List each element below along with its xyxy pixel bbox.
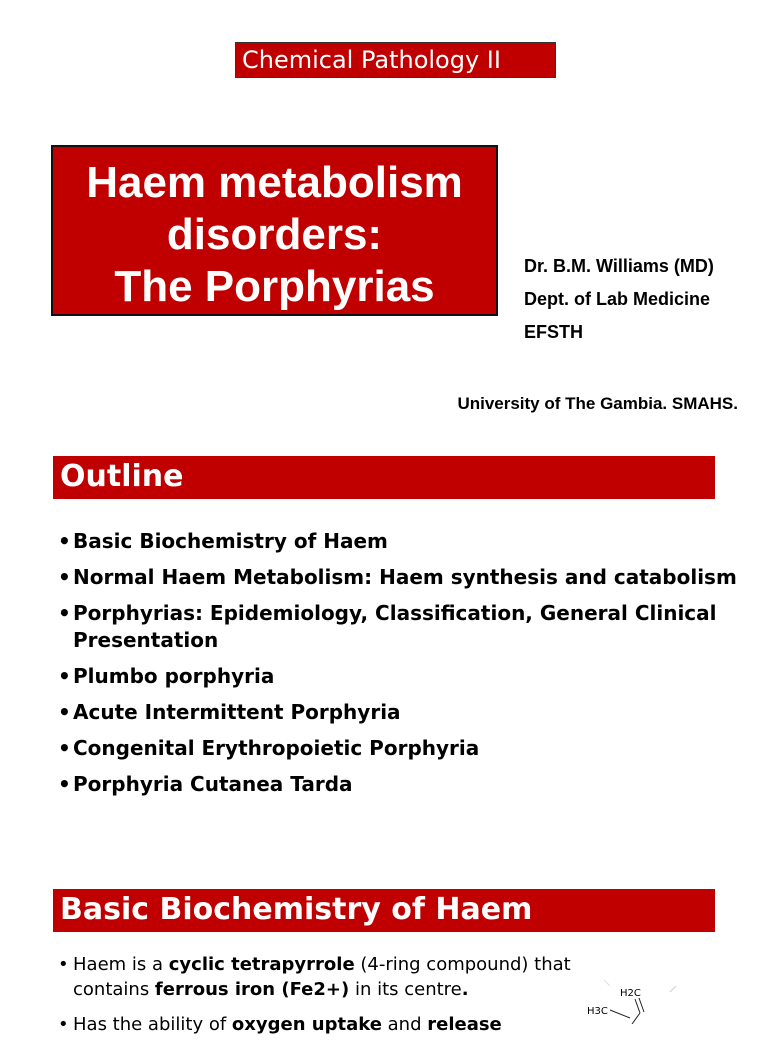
basic-biochemistry-heading: Basic Biochemistry of Haem [53, 889, 715, 932]
outline-item: • Acute Intermittent Porphyria [58, 699, 738, 726]
university-label: University of The Gambia. SMAHS. [457, 394, 738, 413]
text-run: (4-ring compound) that contains [73, 954, 571, 1000]
author-institution: EFSTH [524, 322, 584, 342]
author-name: Dr. B.M. Williams (MD) [524, 256, 714, 276]
basic-item-oxygen [58, 1012, 578, 1037]
haem-structure-image [580, 980, 700, 1024]
outline-item: • Plumbo porphyria [58, 663, 738, 690]
author-block [524, 250, 714, 349]
outline-item: • Porphyrias: Epidemiology, Classification, General Clinical Presentation [58, 600, 738, 654]
title-line-2: disorders: [166, 210, 383, 259]
author-dept: Dept. of Lab Medicine [524, 289, 711, 309]
text-run: Has the ability of [73, 1014, 232, 1035]
text-run: in its centre [349, 979, 462, 1000]
basic-item-haem [58, 952, 578, 1002]
outline-item: • Porphyria Cutanea Tarda [58, 771, 738, 798]
outline-item: • Congenital Erythropoietic Porphyria [58, 735, 738, 762]
bold-run: . [461, 979, 469, 1000]
bold-run: oxygen uptake [231, 1014, 382, 1035]
outline-item: • Basic Biochemistry of Haem [58, 528, 738, 555]
bold-run: ferrous iron (Fe2+) [154, 979, 350, 1000]
text-run: Haem is a [73, 954, 169, 975]
outline-item: • Normal Haem Metabolism: Haem synthesis and catabolism [58, 564, 738, 591]
outline-heading: Outline [53, 456, 715, 499]
bold-run: cyclic tetrapyrrole [168, 954, 355, 975]
title-line-3: The Porphyrias [114, 262, 435, 311]
outline-list [58, 528, 738, 807]
text-run: and [381, 1014, 428, 1035]
molecule-label-h3c: H3C [587, 1006, 608, 1017]
bold-run: release [427, 1014, 502, 1035]
basic-biochemistry-list [58, 952, 578, 1047]
title-line-1: Haem metabolism [86, 158, 463, 207]
molecule-label-h2c: H2C [620, 988, 641, 999]
course-tag: Chemical Pathology II [235, 42, 556, 78]
title-box [51, 145, 498, 316]
